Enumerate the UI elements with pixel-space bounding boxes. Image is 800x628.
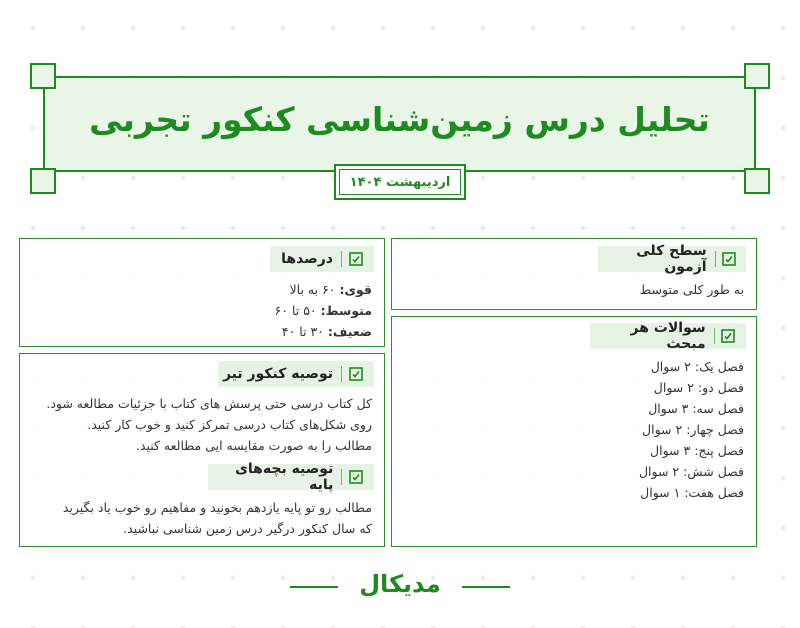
title-banner <box>43 76 756 172</box>
konkur-tips-header <box>218 361 374 387</box>
brand-logo: مدیکال <box>359 570 441 598</box>
questions-per-chapter-title: سوالات هر مبحث <box>630 320 706 352</box>
checkbox-icon <box>720 246 738 272</box>
header-divider <box>341 469 342 485</box>
percentage-label: ضعیف: <box>327 324 372 339</box>
percentage-value: ۵۰ تا ۶۰ <box>274 303 317 318</box>
percentages-title: درصدها <box>281 251 333 267</box>
header-divider <box>341 366 342 382</box>
percentages-panel <box>19 238 385 347</box>
percentage-value: ۶۰ به بالا <box>289 282 336 297</box>
percentage-label: قوی: <box>339 282 372 297</box>
banner-corner-decoration <box>30 168 56 194</box>
page-title: تحلیل درس زمین‌شناسی کنکور تجربی <box>89 100 710 139</box>
percentage-value: ۳۰ تا ۴۰ <box>281 324 324 339</box>
footer-divider-left <box>290 586 338 588</box>
header-divider <box>714 328 715 344</box>
banner-corner-decoration <box>30 63 56 89</box>
questions-per-chapter-header <box>590 320 746 352</box>
chapter-question-count: فصل پنج: ۳ سوال <box>650 443 744 458</box>
exam-level-title: سطح کلی آزمون <box>636 243 707 275</box>
grade10-tips-header <box>208 461 374 493</box>
chapter-question-count: فصل یک: ۲ سوال <box>650 359 744 374</box>
konkur-tip-line: مطالب را به صورت مقایسه ایی مطالعه کنید. <box>135 438 372 453</box>
konkur-tip-line: روی شکل‌های کتاب درسی تمرکز کنید و خوب کار کنید. <box>87 417 372 432</box>
exam-level-header <box>598 243 746 275</box>
percentage-row-strong <box>290 282 372 297</box>
date-label: اردیبهشت ۱۴۰۴ <box>339 169 461 195</box>
chapter-question-count: فصل شش: ۲ سوال <box>638 464 744 479</box>
banner-corner-decoration <box>744 63 770 89</box>
percentage-row-weak <box>282 324 372 339</box>
percentages-header <box>270 246 374 272</box>
tips-panel <box>19 353 385 547</box>
date-tag <box>334 164 466 200</box>
questions-per-chapter-panel <box>391 316 757 547</box>
grade10-tips-title: توصیه بچه‌های پایه <box>235 461 334 493</box>
checkbox-icon <box>346 464 366 490</box>
grade10-tip-line: که سال کنکور درگیر درس زمین شناسی نباشید. <box>123 521 372 536</box>
banner-corner-decoration <box>744 168 770 194</box>
grade10-tip-line: مطالب رو تو پایه یازدهم بخونید و مفاهیم رو خوب یاد بگیرید <box>62 500 372 515</box>
exam-level-text: به طور کلی متوسط <box>639 282 744 297</box>
chapter-question-count: فصل هفت: ۱ سوال <box>640 485 744 500</box>
chapter-question-count: فصل دو: ۲ سوال <box>653 380 744 395</box>
percentage-row-medium <box>275 303 372 318</box>
header-divider <box>341 251 342 267</box>
percentage-label: متوسط: <box>320 303 372 318</box>
checkbox-icon <box>346 361 366 387</box>
header-divider <box>715 251 716 267</box>
checkbox-icon <box>719 323 738 349</box>
konkur-tips-title: توصیه کنکور تیر <box>222 366 333 382</box>
chapter-question-count: فصل چهار: ۲ سوال <box>642 422 744 437</box>
checkbox-icon <box>346 246 366 272</box>
chapter-question-count: فصل سه: ۳ سوال <box>648 401 744 416</box>
exam-level-panel <box>391 238 757 310</box>
footer-divider-right <box>462 586 510 588</box>
konkur-tip-line: کل کتاب درسی حتی پرسش های کتاب با جزئیات مطالعه شود. <box>46 396 372 411</box>
